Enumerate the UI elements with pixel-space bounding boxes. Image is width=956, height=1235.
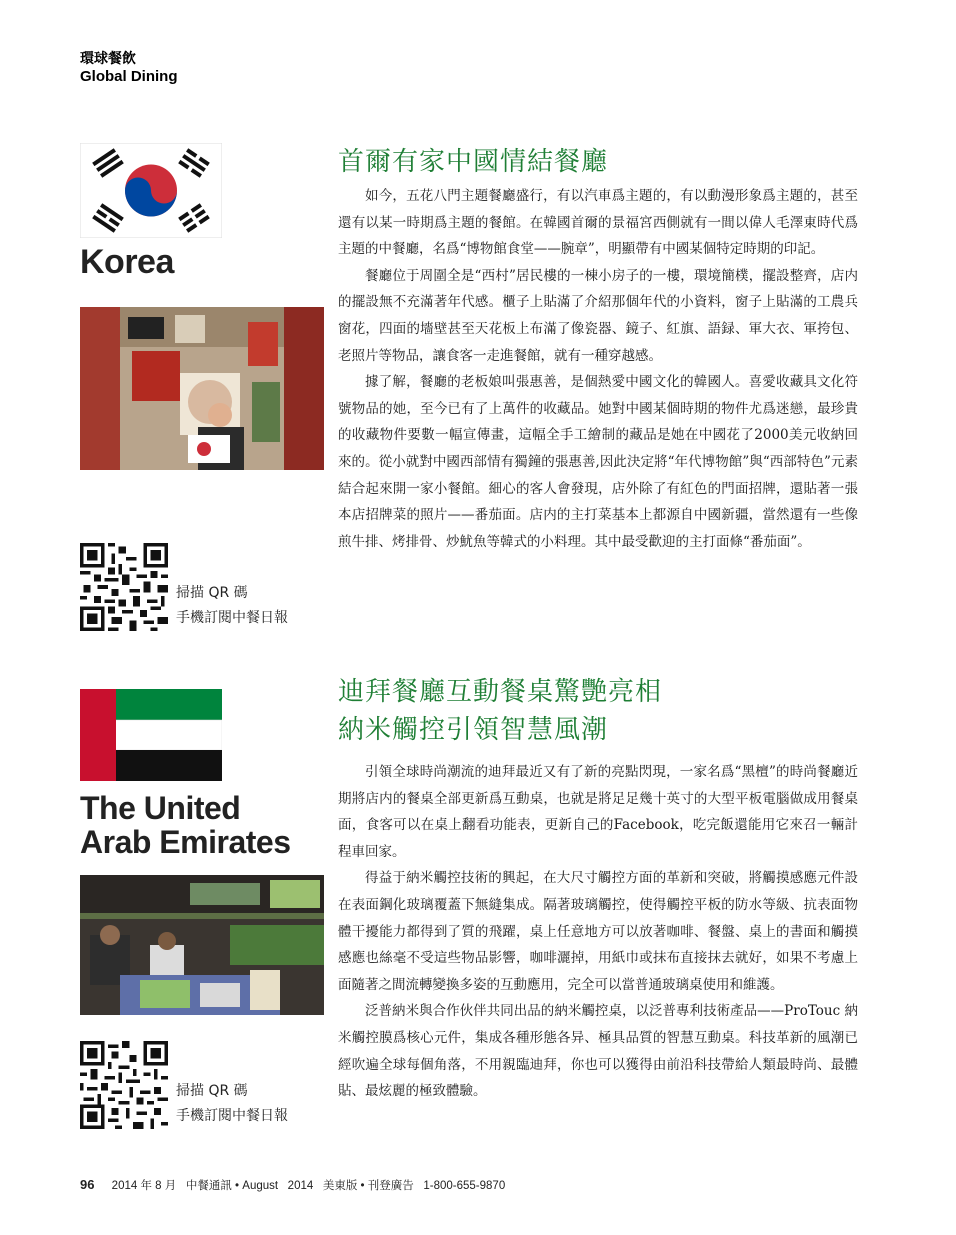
headline-line: 迪拜餐廳互動餐桌驚艷亮相 bbox=[338, 677, 663, 707]
headline-korea bbox=[338, 143, 608, 181]
restaurant-photo-uae bbox=[80, 875, 324, 1015]
qr-caption-line: 掃描 QR 碼 bbox=[176, 1083, 248, 1099]
qr-code-icon bbox=[80, 1041, 168, 1129]
uae-flag-icon bbox=[80, 689, 222, 781]
qr-caption-line: 掃描 QR 碼 bbox=[176, 585, 248, 601]
headline-uae bbox=[338, 673, 662, 749]
footer-year: 2014 bbox=[287, 1180, 314, 1192]
headline-line: 納米觸控引領智慧風潮 bbox=[338, 715, 609, 745]
paragraph: 如今，五花八門主題餐廳盛行，有以汽車爲主題的，有以動漫形象爲主題的，甚至還有以某一時期爲主題的餐館。在韓國首爾的景福宮西側就有一間以偉人毛澤東時代爲主題的中餐廳，名爲“博物館食堂——腕章”，明顯帶有中國某個特定時期的印記。 bbox=[338, 188, 858, 258]
restaurant-photo-korea bbox=[80, 307, 324, 470]
headline-line: 首爾有家中國情結餐廳 bbox=[338, 147, 609, 177]
paragraph: 泛普納米與合作伙伴共同出品的納米觸控桌，以泛普專利技術產品——ProTouc 納米觸控膜爲核心元件，集成各種形態各异、極具品質的智慧互動桌。科技革新的風潮已經吹遍全球每個角落，不用親臨迪拜，你也可以獲得由前沿科技帶給人類最時尚、最體貼、最炫麗的極致體驗。 bbox=[338, 1003, 858, 1100]
paragraph: 餐廳位于周圍全是“西村”居民樓的一棟小房子的一樓，環境簡樸，擺設整齊，店内的擺設無不充滿著年代感。櫃子上貼滿了介紹那個年代的小資料，窗子上貼滿的工農兵窗花，四面的墻壁甚至天花板上布滿了像瓷器、鏡子、紅旗、語録、軍大衣、軍挎包、老照片等物品，讓食客一走進餐館，就有一種穿越感。 bbox=[338, 267, 858, 364]
section-title-en: Global Dining bbox=[80, 68, 178, 85]
paragraph: 引領全球時尚潮流的迪拜最近又有了新的亮點閃現，一家名爲“黑檀”的時尚餐廳近期將店内的餐桌全部更新爲互動桌，也就是將足足幾十英寸的大型平板電腦做成用餐桌面，食客可以在桌上翻看功能表，更新自己的Facebook，吃完飯還能用它來召一輛計程車回家。 bbox=[338, 764, 858, 860]
article-uae-body bbox=[338, 759, 858, 1105]
qr-code-icon bbox=[80, 543, 168, 631]
country-line: The United bbox=[80, 790, 241, 826]
qr-caption-line: 手機訂閱中餐日報 bbox=[176, 610, 288, 626]
footer-magazine: 中餐通訊 bbox=[185, 1180, 232, 1192]
qr-caption-korea bbox=[176, 581, 288, 631]
page-footer bbox=[80, 1177, 505, 1193]
paragraph: 得益于納米觸控技術的興起，在大尺寸觸控方面的革新和突破，將觸摸感應元件設在表面鋼化玻璃覆蓋下無縫集成。隔著玻璃觸控，使得觸控平板的防水等級、抗表面物體干擾能力都得到了質的飛躍，桌上任意地方可以放著咖啡、餐盤、桌上的書面和觸摸感應也絲毫不受這些物品影響，咖啡灑掉，用紙巾或抹布直接抹去就好，如果不考慮上面隨著之間流轉變換多姿的互動應用，完全可以當普通玻璃桌使用和維護。 bbox=[338, 870, 858, 993]
korea-flag-icon bbox=[80, 143, 222, 238]
country-korea: Korea bbox=[80, 243, 174, 281]
footer-month: • August bbox=[235, 1180, 279, 1192]
article-korea-body bbox=[338, 183, 858, 555]
paragraph: 據了解，餐廳的老板娘叫張惠善，是個熱愛中國文化的韓國人。喜愛收藏具文化符號物品的她，至今已有了上萬件的收藏品。她對中國某個時期的物件尤爲迷戀，最珍貴的收藏物件要數一幅宣傳畫，這幅全手工繪制的藏品是她在中國花了2000美元收納回來的。從小就對中國西部情有獨鐘的張惠善,因此決定將“年代博物館”與“西部特色”元素結合起來開一家小餐館。細心的客人會發現，店外除了有紅色的門面招牌，還貼著一張本店招牌菜的照片——番茄面。店内的主打菜基本上都源自中國新疆，當然還有一些像煎牛排、烤排骨、炒魷魚等韓式的小料理。其中最受歡迎的主打面條“番茄面”。 bbox=[338, 374, 858, 550]
footer-phone: 1-800-655-9870 bbox=[423, 1180, 506, 1192]
section-title-cn: 環球餐飲 bbox=[80, 51, 136, 67]
qr-caption-uae bbox=[176, 1079, 288, 1129]
page-number: 96 bbox=[80, 1177, 95, 1192]
footer-date: 2014 年 8 月 bbox=[111, 1180, 177, 1192]
qr-caption-line: 手機訂閱中餐日報 bbox=[176, 1108, 288, 1124]
country-line: Arab Emirates bbox=[80, 823, 291, 860]
footer-edition: 美東版 • 刊登廣告 bbox=[322, 1180, 414, 1192]
country-uae bbox=[80, 792, 290, 859]
